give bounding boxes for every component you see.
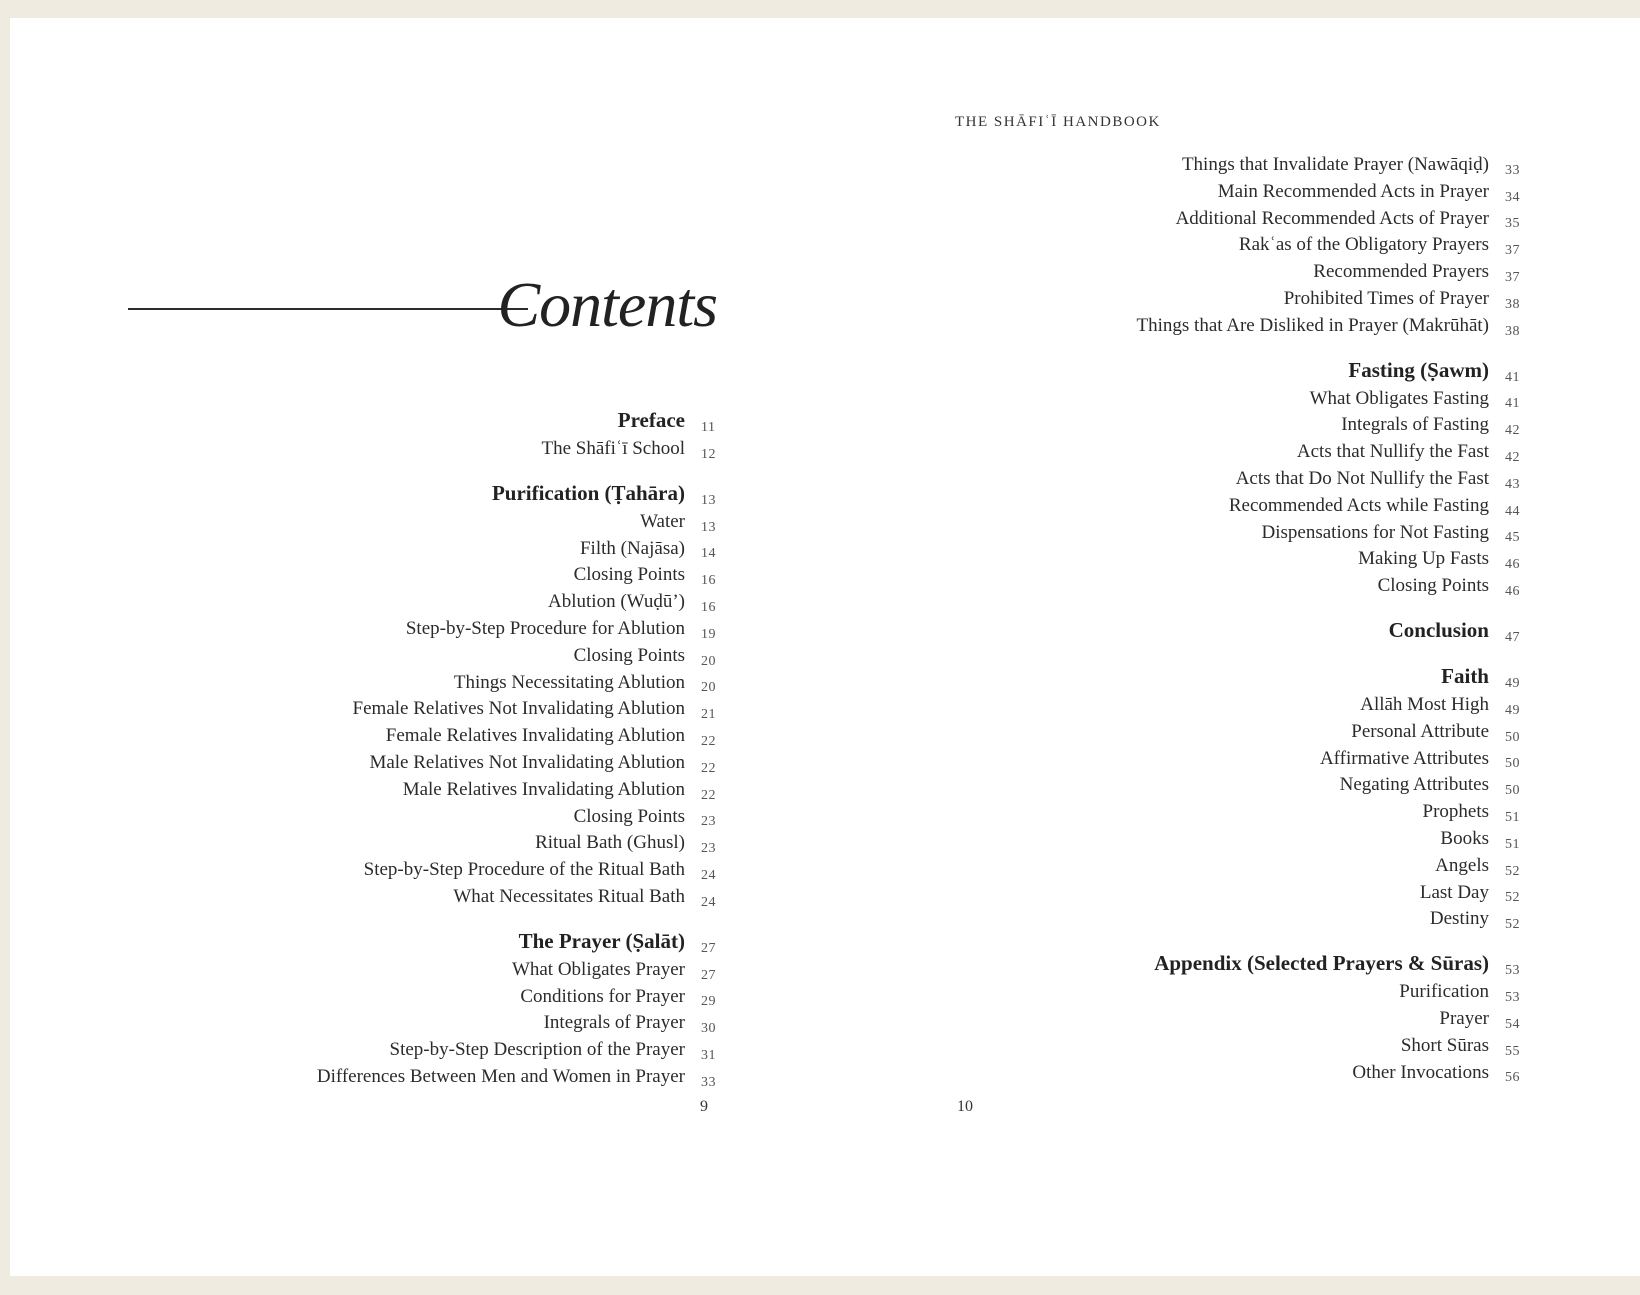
- toc-entry-title: Additional Recommended Acts of Prayer: [1175, 207, 1489, 229]
- contents-title: Contents: [497, 269, 717, 340]
- toc-entry-title: Ablution (Wuḍū’): [548, 591, 685, 613]
- toc-entry: [1137, 180, 1520, 208]
- toc-entry-title: Fasting (Ṣawm): [1348, 357, 1489, 382]
- right-page: [865, 18, 1640, 1276]
- toc-page-number: 13: [701, 492, 716, 508]
- toc-entry-title: The Prayer (Ṣalāt): [518, 928, 685, 953]
- toc-entry-title: Integrals of Fasting: [1341, 414, 1489, 436]
- toc-entry: [317, 564, 716, 591]
- toc-page-number: 31: [701, 1047, 716, 1063]
- toc-entry: [1137, 908, 1520, 935]
- toc-section: [317, 928, 716, 959]
- toc-entry: [1137, 261, 1520, 288]
- toc-entry-title: Things that Are Disliked in Prayer (Makrūhāt): [1136, 314, 1489, 336]
- toc-entry: [1137, 881, 1520, 909]
- toc-entry-title: Prayer: [1439, 1007, 1489, 1029]
- toc-entry: [316, 1065, 716, 1093]
- toc-page-number: 22: [701, 760, 716, 776]
- toc-entry-title: Short Sūras: [1400, 1034, 1489, 1056]
- toc-entry-title: The Shāfiʿī School: [541, 438, 685, 459]
- toc-page-number: 54: [1505, 1016, 1520, 1032]
- toc-entry: [1137, 854, 1520, 882]
- toc-page-number: 49: [1505, 702, 1520, 718]
- toc-entry: [1137, 1007, 1520, 1035]
- toc-page-number: 23: [701, 814, 716, 830]
- toc-entry-title: Male Relatives Not Invalidating Ablution: [369, 751, 685, 773]
- toc-entry-title: Differences Between Men and Women in Prayer: [316, 1065, 685, 1087]
- toc-entry: [1137, 287, 1520, 315]
- toc-page-number: 50: [1505, 729, 1520, 745]
- toc-entry: [317, 591, 716, 618]
- toc-entry-title: Acts that Do Not Nullify the Fast: [1235, 467, 1489, 489]
- toc-page-number: 16: [701, 573, 716, 589]
- left-page: [10, 18, 865, 1276]
- toc-entry-title: Making Up Fasts: [1358, 548, 1489, 570]
- toc-entry-title: Conclusion: [1388, 617, 1489, 642]
- toc-entry: [317, 671, 716, 699]
- toc-page-number: 50: [1505, 756, 1520, 772]
- toc-section: [1137, 951, 1520, 981]
- toc-entry: [1137, 720, 1520, 748]
- toc-page-number: 37: [1505, 269, 1520, 285]
- toc-page-number: 51: [1505, 809, 1520, 825]
- toc-entry: [1137, 1061, 1520, 1089]
- toc-entry-title: Dispensations for Not Fasting: [1261, 521, 1489, 543]
- toc-entry-title: Prophets: [1422, 801, 1489, 823]
- toc-page-number: 13: [701, 519, 716, 535]
- toc-entry-title: Books: [1440, 827, 1489, 849]
- toc-entry-title: Closing Points: [573, 805, 685, 827]
- toc-entry: [317, 698, 716, 725]
- toc-section: [1137, 663, 1520, 694]
- toc-entry: [317, 1039, 716, 1066]
- toc-entry-title: Faith: [1441, 663, 1489, 688]
- toc-entry-title: Integrals of Prayer: [543, 1012, 685, 1034]
- toc-entry-title: Step-by-Step Procedure of the Ritual Bath: [363, 859, 685, 881]
- toc-page-number: 38: [1505, 323, 1520, 339]
- toc-page-number: 46: [1505, 583, 1520, 599]
- toc-entry: [1137, 441, 1520, 468]
- toc-entry-title: Closing Points: [1377, 575, 1489, 597]
- toc-entry: [317, 832, 716, 859]
- toc-entry: [1137, 414, 1520, 441]
- toc-entry-title: What Obligates Prayer: [511, 958, 685, 980]
- toc-entry-title: Other Invocations: [1352, 1061, 1489, 1083]
- toc-page-number: 24: [701, 894, 716, 910]
- toc-section: [317, 408, 716, 438]
- toc-page-number: 43: [1505, 476, 1520, 492]
- toc-entry: [1137, 494, 1520, 522]
- toc-entry-title: Destiny: [1429, 908, 1489, 930]
- toc-entry-title: Step-by-Step Description of the Prayer: [389, 1039, 685, 1061]
- toc-page-number: 52: [1505, 890, 1520, 906]
- toc-page-number: 53: [1505, 963, 1520, 979]
- toc-entry-title: Conditions for Prayer: [520, 985, 685, 1007]
- toc-entry: [1137, 801, 1520, 828]
- toc-entry: [1137, 548, 1520, 575]
- toc-page-number: 51: [1505, 836, 1520, 852]
- toc-entry: [317, 510, 716, 538]
- toc-page-number: 52: [1505, 917, 1520, 933]
- toc-entry-title: Water: [640, 510, 685, 532]
- toc-entry: [1137, 387, 1520, 415]
- toc-entry: [1137, 467, 1520, 495]
- toc-entry-title: Affirmative Attributes: [1319, 747, 1489, 769]
- toc-page-number: 34: [1505, 189, 1520, 205]
- toc-entry-title: Appendix (Selected Prayers & Sūras): [1154, 951, 1489, 976]
- toc-entry-title: Acts that Nullify the Fast: [1296, 441, 1489, 463]
- toc-page-number: 49: [1505, 675, 1520, 691]
- toc-entry-title: Filth (Najāsa): [579, 537, 685, 559]
- toc-entry-title: Closing Points: [573, 564, 685, 586]
- book-spread: [10, 18, 1640, 1276]
- toc-page-number: 27: [701, 967, 716, 983]
- toc-entry: [317, 885, 716, 913]
- toc-entry-title: Closing Points: [573, 644, 685, 666]
- toc-page-number: 53: [1505, 989, 1520, 1005]
- toc-page-number: 45: [1505, 530, 1520, 546]
- toc-entry: [1137, 521, 1520, 549]
- toc-page-number: 19: [701, 626, 716, 642]
- toc-entry-title: Personal Attribute: [1351, 720, 1489, 742]
- folio-left: 9: [700, 1098, 708, 1115]
- toc-page-number: 20: [701, 680, 716, 696]
- toc-page-number: 30: [701, 1021, 716, 1037]
- toc-page-number: 20: [701, 653, 716, 669]
- toc-page-number: 27: [701, 940, 716, 956]
- toc-section: [1137, 357, 1520, 388]
- toc-entry-title: Prohibited Times of Prayer: [1283, 287, 1489, 309]
- toc-entry-title: Female Relatives Invalidating Ablution: [385, 725, 685, 747]
- toc-entry: [317, 1012, 716, 1039]
- toc-entry-title: Recommended Acts while Fasting: [1228, 494, 1489, 516]
- toc-entry: [317, 617, 716, 645]
- toc-entry: [1137, 154, 1520, 181]
- toc-entry: [1136, 314, 1520, 342]
- folio-right: 10: [957, 1098, 973, 1115]
- toc-page-number: 38: [1505, 296, 1520, 312]
- toc-entry: [1137, 693, 1520, 721]
- toc-page-number: 47: [1505, 629, 1520, 645]
- toc-entry-title: Female Relatives Not Invalidating Ablution: [352, 698, 685, 720]
- toc-page-number: 46: [1505, 557, 1520, 573]
- toc-page-number: 24: [701, 867, 716, 883]
- toc-page-number: 23: [701, 841, 716, 857]
- toc-entry-title: Things that Invalidate Prayer (Nawāqiḍ): [1181, 154, 1489, 175]
- toc-entry-title: Purification (Ṭahāra): [491, 480, 685, 505]
- toc-page-number: 14: [701, 546, 716, 562]
- toc-entry-title: Last Day: [1419, 881, 1489, 903]
- toc-page-number: 55: [1505, 1043, 1520, 1059]
- toc-page-number: 50: [1505, 783, 1520, 799]
- toc-entry-title: Rakʿas of the Obligatory Prayers: [1238, 234, 1489, 256]
- toc-page-number: 22: [701, 733, 716, 749]
- toc-entry-title: Angels: [1435, 854, 1489, 876]
- toc-page-number: 11: [701, 420, 716, 435]
- toc-entry-title: What Necessitates Ritual Bath: [453, 885, 685, 907]
- toc-list-left: [316, 408, 716, 1093]
- toc-entry: [1137, 1034, 1520, 1062]
- toc-entry-title: Negating Attributes: [1339, 774, 1489, 796]
- toc-entry: [1137, 207, 1520, 235]
- toc-entry: [317, 438, 716, 465]
- toc-entry-title: Step-by-Step Procedure for Ablution: [405, 617, 685, 639]
- toc-page-number: 21: [701, 707, 716, 723]
- toc-entry-title: Main Recommended Acts in Prayer: [1217, 180, 1489, 202]
- toc-page-number: 33: [701, 1074, 716, 1090]
- toc-entry: [317, 859, 716, 886]
- toc-page-number: 52: [1505, 863, 1520, 879]
- toc-section: [317, 480, 716, 511]
- toc-page-number: 12: [701, 446, 716, 462]
- toc-page-number: 56: [1505, 1070, 1520, 1086]
- toc-page-number: 41: [1505, 396, 1520, 412]
- toc-page-number: 42: [1505, 423, 1520, 439]
- title-rule: [128, 308, 528, 310]
- toc-page-number: 42: [1505, 449, 1520, 465]
- toc-entry: [317, 805, 716, 833]
- toc-entry: [1137, 234, 1520, 261]
- toc-entry: [317, 644, 716, 672]
- toc-entry: [317, 751, 716, 779]
- toc-entry: [1137, 575, 1520, 602]
- toc-entry-title: Preface: [617, 408, 685, 432]
- toc-entry: [317, 778, 716, 806]
- toc-entry: [317, 958, 716, 986]
- running-head: THE SHĀFIʿĪ HANDBOOK: [955, 114, 1161, 130]
- toc-entry-title: Ritual Bath (Ghusl): [535, 832, 685, 854]
- toc-entry: [1137, 747, 1520, 775]
- toc-entry-title: Male Relatives Invalidating Ablution: [402, 778, 685, 800]
- toc-entry: [1137, 774, 1520, 801]
- toc-page-number: 16: [701, 599, 716, 615]
- toc-page-number: 37: [1505, 243, 1520, 259]
- toc-entry: [317, 725, 716, 752]
- toc-entry-title: Things Necessitating Ablution: [453, 671, 685, 693]
- toc-page-number: 33: [1505, 162, 1520, 178]
- toc-page-number: 22: [701, 787, 716, 803]
- toc-entry-title: What Obligates Fasting: [1309, 387, 1489, 409]
- toc-entry-title: Recommended Prayers: [1313, 261, 1489, 283]
- toc-page-number: 35: [1505, 216, 1520, 232]
- toc-page-number: 44: [1505, 503, 1520, 519]
- toc-list-right: [1136, 154, 1520, 1088]
- toc-entry: [1137, 827, 1520, 855]
- toc-section: [1137, 617, 1520, 648]
- toc-entry: [317, 537, 716, 565]
- toc-entry-title: Purification: [1399, 981, 1489, 1003]
- toc-entry: [1137, 981, 1520, 1008]
- toc-entry-title: Allāh Most High: [1360, 693, 1489, 715]
- toc-entry: [317, 985, 716, 1013]
- toc-page-number: 29: [701, 994, 716, 1010]
- toc-page-number: 41: [1505, 369, 1520, 385]
